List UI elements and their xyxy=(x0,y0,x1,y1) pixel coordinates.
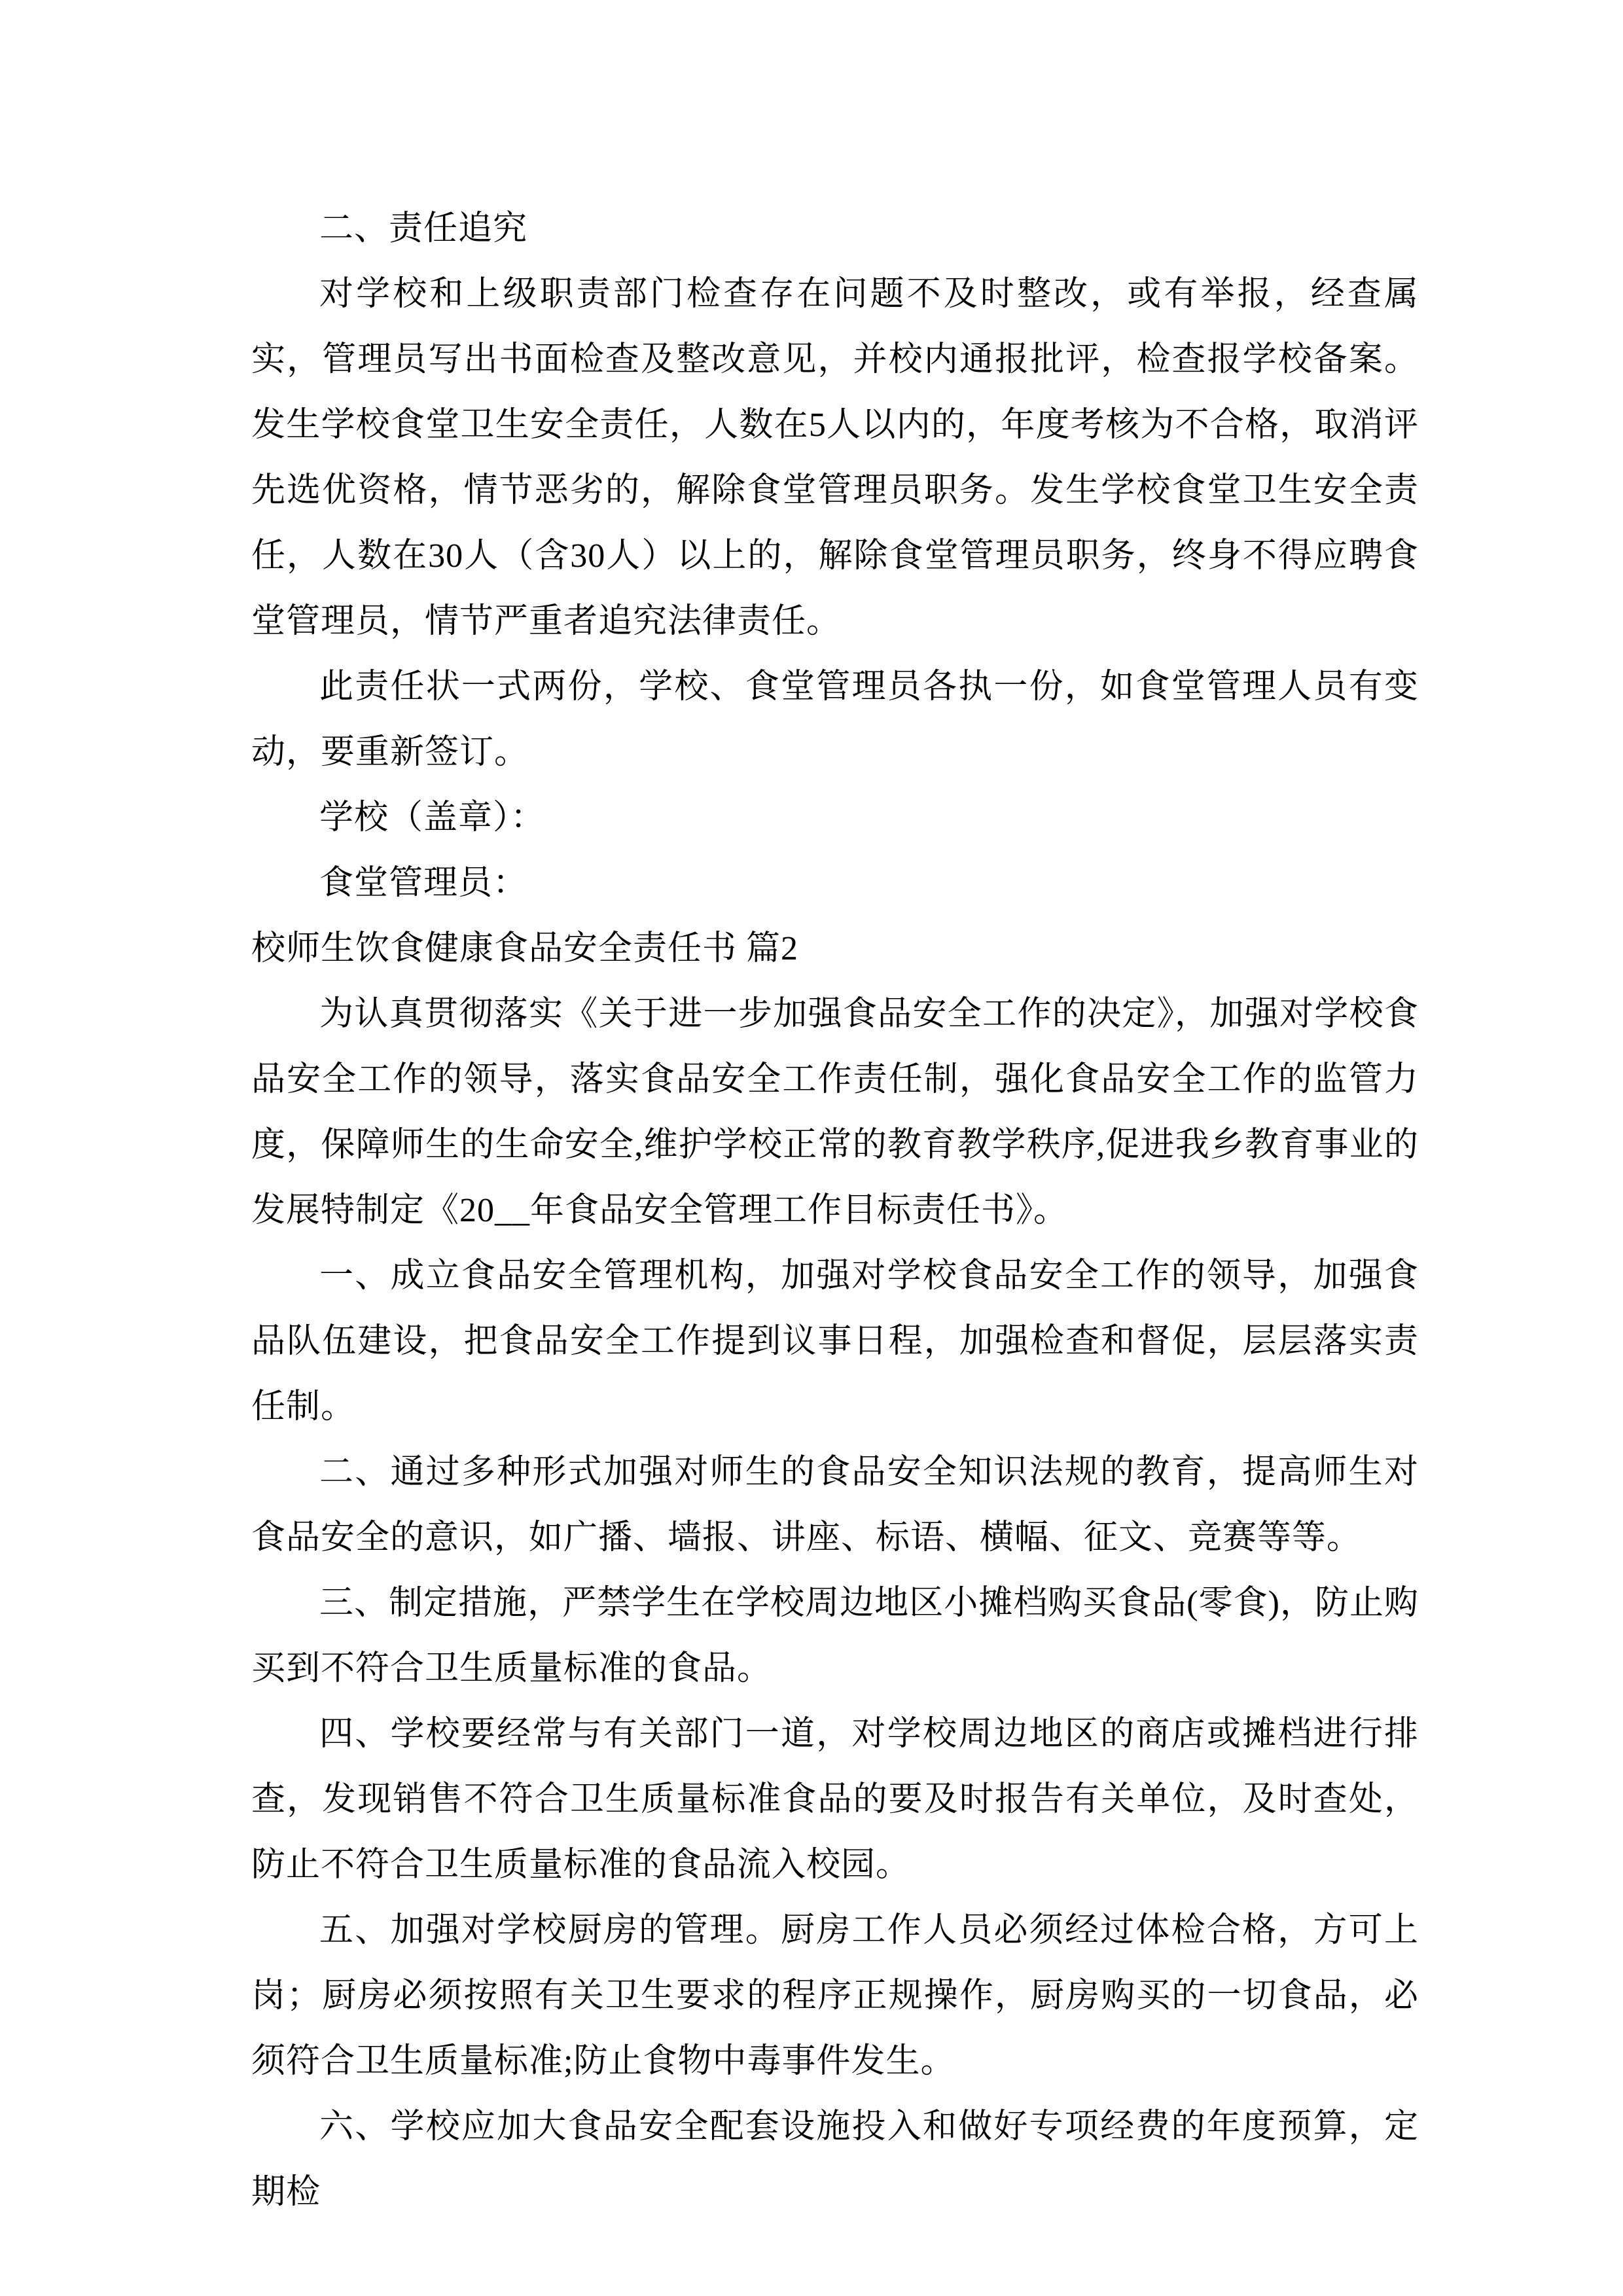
paragraph-accountability: 对学校和上级职责部门检查存在问题不及时整改，或有举报，经查属实，管理员写出书面检查及整改意见，并校内通报批评，检查报学校备案。发生学校食堂卫生安全责任，人数在5人以内的，年度考核为不合格，取消评先选优资格，情节恶劣的，解除食堂管理员职务。发生学校食堂卫生安全责任，人数在30人（含30人）以上的，解除食堂管理员职务，终身不得应聘食堂管理员，情节严重者追究法律责任。 xyxy=(251,276,1419,640)
document-body xyxy=(251,196,1419,2225)
paragraph-intro-part2: 为认真贯彻落实《关于进一步加强食品安全工作的决定》，加强对学校食品安全工作的领导，落实食品安全工作责任制，强化食品安全工作的监管力度，保障师生的生命安全,维护学校正常的教育教学秩序,促进我乡教育事业的发展特制定《20__年食品安全管理工作目标责任书》。 xyxy=(251,996,1419,1229)
list-item-5: 五、加强对学校厨房的管理。厨房工作人员必须经过体检合格，方可上岗；厨房必须按照有关卫生要求的程序正规操作，厨房购买的一切食品，必须符合卫生质量标准;防止食物中毒事件发生。 xyxy=(251,1912,1419,2080)
list-item-2: 二、通过多种形式加强对师生的食品安全知识法规的教育，提高师生对食品安全的意识，如广播、墙报、讲座、标语、横幅、征文、竞赛等等。 xyxy=(251,1454,1419,1556)
list-item-6-truncated: 六、学校应加大食品安全配套设施投入和做好专项经费的年度预算，定期检 xyxy=(251,2108,1419,2211)
list-item-1: 一、成立食品安全管理机构，加强对学校食品安全工作的领导，加强食品队伍建设，把食品安全工作提到议事日程，加强检查和督促，层层落实责任制。 xyxy=(251,1257,1419,1426)
list-item-4: 四、学校要经常与有关部门一道，对学校周边地区的商店或摊档进行排查，发现销售不符合卫生质量标准食品的要及时报告有关单位，及时查处，防止不符合卫生质量标准的食品流入校园。 xyxy=(251,1715,1419,1884)
section-heading-responsibility: 二、责任追究 xyxy=(319,210,528,247)
signature-line-school: 学校（盖章）： xyxy=(319,799,546,836)
signature-line-canteen-manager: 食堂管理员： xyxy=(319,865,528,902)
section-title-part2: 校师生饮食健康食品安全责任书 篇2 xyxy=(251,930,799,967)
list-item-3: 三、制定措施，严禁学生在学校周边地区小摊档购买食品(零食)，防止购买到不符合卫生质量标准的食品。 xyxy=(251,1585,1419,1687)
paragraph-copies: 此责任状一式两份，学校、食堂管理员各执一份，如食堂管理人员有变动，要重新签订。 xyxy=(251,668,1419,771)
